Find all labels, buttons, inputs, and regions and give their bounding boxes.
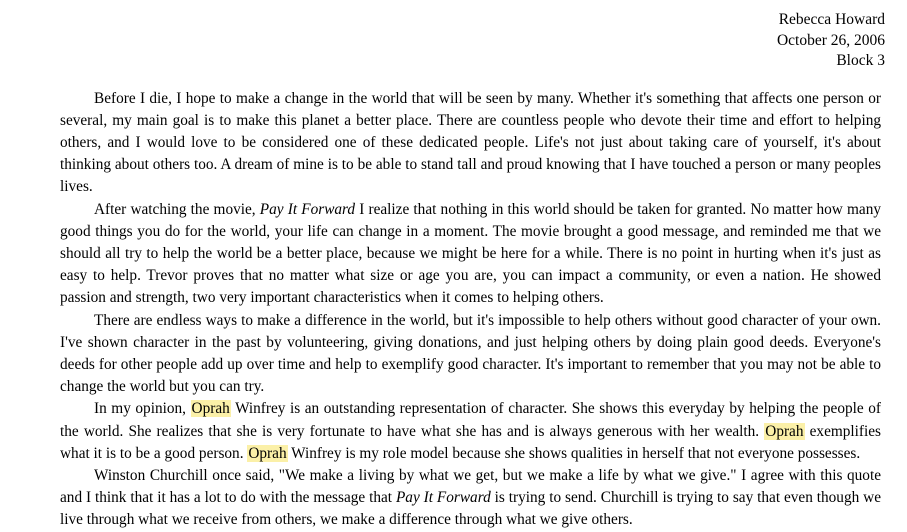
heading-block: Block 3: [836, 52, 885, 69]
text-run: After watching the movie,: [94, 200, 260, 218]
paragraph: [60, 398, 881, 465]
document-heading: [60, 10, 895, 72]
text-run: exemplifies what it is to be a good person.: [60, 422, 881, 462]
heading-date: October 26, 2006: [776, 31, 885, 49]
highlighted-text: Oprah: [248, 444, 287, 462]
title-italic: Pay It Forward: [395, 489, 491, 507]
text-run: In my opinion,: [94, 400, 191, 418]
paragraph: [60, 310, 881, 399]
text-run: There are endless ways to make a difference in the world, but it's impossible to help others without good character of your own. I've shown character in the past by volunteering, giving donations, and just helping others by doing plain good deeds. Everyone's deeds for other people add up over time and help to exemplify good character. It's important to remember that you may not be able to change the world but you can try.: [60, 311, 881, 396]
paragraph: [60, 199, 881, 310]
highlighted-text: Oprah: [765, 422, 804, 440]
paragraph: [60, 88, 881, 199]
text-run: Winston Churchill once said, "We make a living by what we get, but we make a life by what we give." I agree with this quote and I think that it has a lot to do with the message that: [60, 466, 881, 507]
text-run: Before I die, I hope to make a change in the world that will be seen by many. Whether it's something that affects one person or several, my main goal is to make this planet a better place. There are countless people who devote their time and effort to helping others, and I would love to be considered one of these dedicated people. Life's not just about taking care of yourself, it's about thinking about others too. A dream of mine is to be able to stand tall and proud knowing that I have touched a person or many peoples lives.: [60, 89, 881, 196]
text-run: Winfrey is an outstanding representation of character. She shows this everyday by helping the people of the world. She realizes that she is very fortunate to have what she has and is always generous with her wealth.: [60, 400, 881, 440]
title-italic: Pay It Forward: [259, 200, 356, 218]
document-body: [60, 88, 895, 532]
paragraph: [60, 465, 881, 532]
text-run: is trying to send. Churchill is trying to say that even though we live through what we receive from others, we make a difference through what we give others.: [60, 489, 881, 529]
highlighted-text: Oprah: [191, 400, 230, 418]
text-run: Winfrey is my role model because she shows qualities in herself that not everyone possesses.: [287, 444, 861, 462]
heading-author: Rebecca Howard: [778, 11, 885, 28]
text-run: I realize that nothing in this world should be taken for granted. No matter how many good things you do for the world, your life can change in a moment. The movie brought a good message, and reminded me that we should all try to help the world be a better place, because we might be here for a while. There is no point in hurting when it's just as easy to help. Trevor proves that no matter what size or age you are, you can impact a community, or even a nation. He showed passion and strength, two very important characteristics when it comes to helping others.: [60, 200, 881, 307]
